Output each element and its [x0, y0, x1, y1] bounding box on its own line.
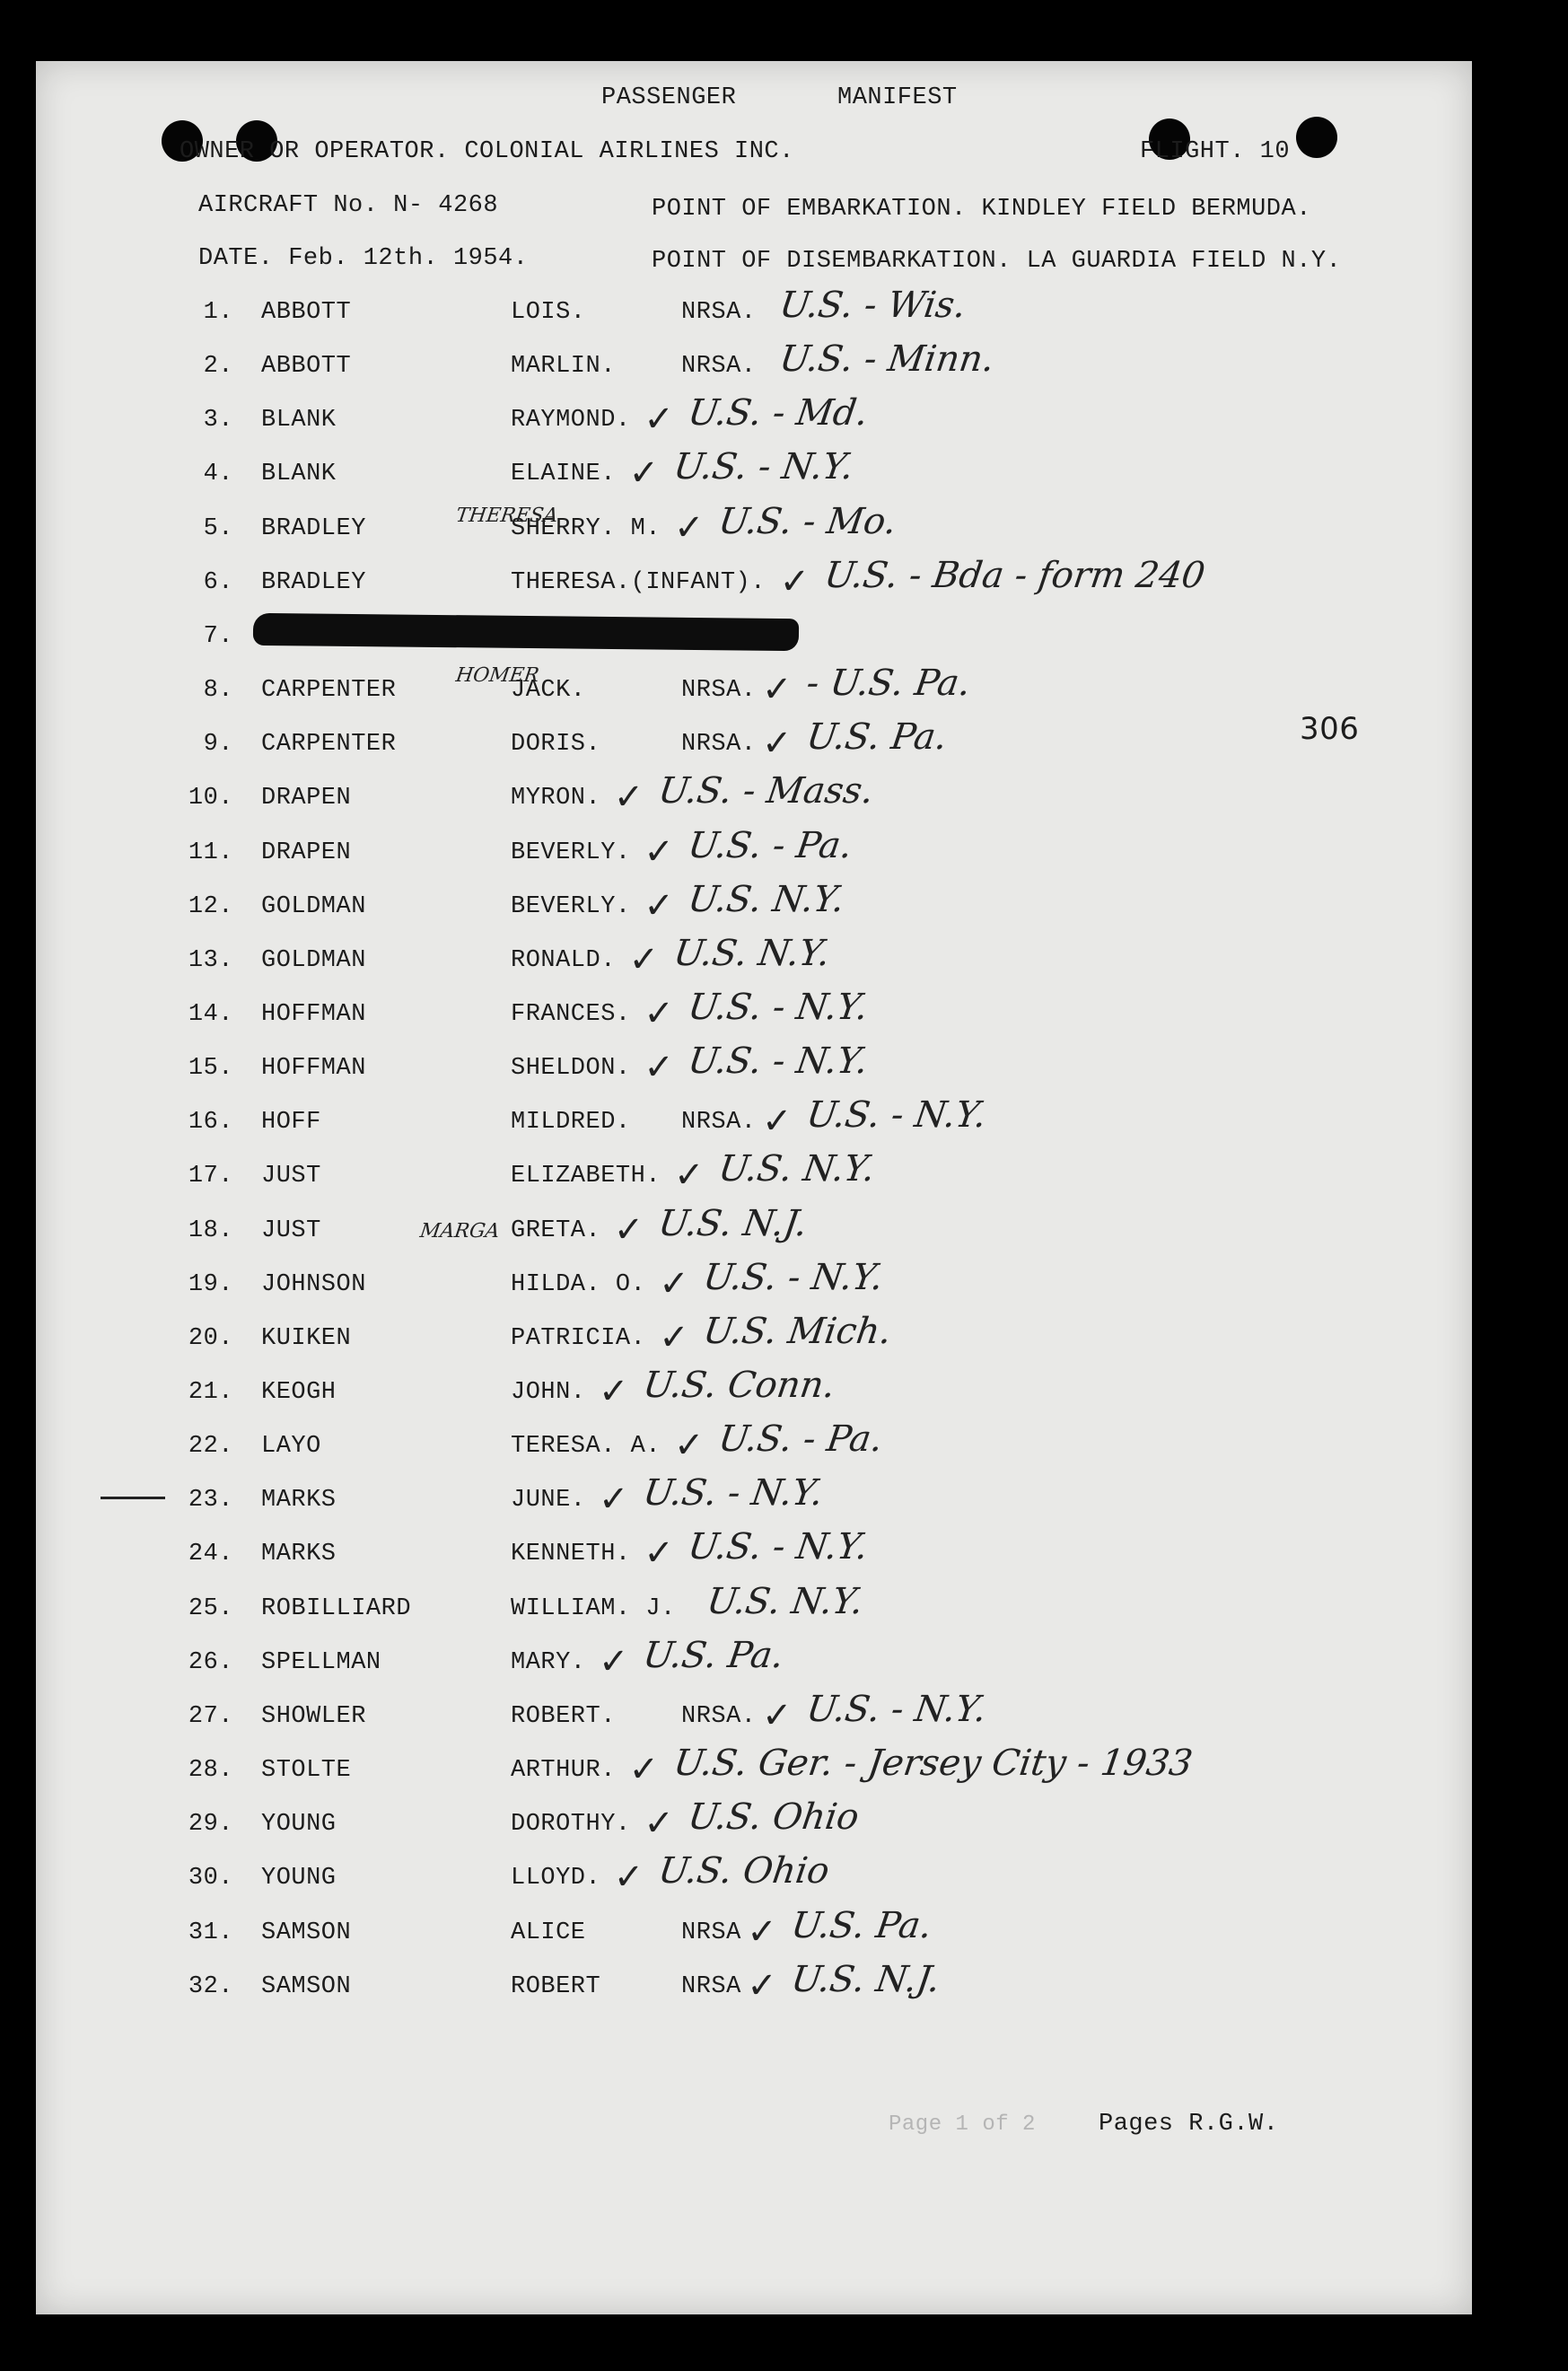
passenger-given-name: ELAINE. — [511, 461, 616, 487]
handwritten-annotation: MARGA — [418, 1220, 502, 1243]
passenger-surname: SAMSON — [261, 1919, 352, 1946]
handwritten-nationality-note: U.S. - Pa. — [715, 1418, 886, 1460]
handwritten-nationality-note: U.S. - N.Y. — [640, 1472, 826, 1514]
row-number: 16. — [188, 1109, 233, 1136]
row-number: 20. — [188, 1325, 233, 1352]
handwritten-annotation: HOMER — [454, 664, 541, 687]
passenger-surname: MARKS — [261, 1487, 337, 1514]
passenger-surname: DRAPEN — [261, 785, 352, 812]
point-of-disembarkation: POINT OF DISEMBARKATION. LA GUARDIA FIELD N.Y. — [652, 248, 1342, 275]
checkmark-icon: ✓ — [613, 1209, 644, 1251]
row-number: 3. — [203, 407, 233, 434]
handwritten-nationality-note: U.S. - Mo. — [715, 501, 899, 542]
passenger-status: NRSA. — [681, 1109, 757, 1136]
checkmark-icon: ✓ — [599, 1641, 629, 1682]
passenger-given-name: ROBERT. — [511, 1703, 616, 1730]
passenger-given-name: DOROTHY. — [511, 1811, 631, 1838]
passenger-status: NRSA. — [681, 353, 757, 380]
passenger-surname: JOHNSON — [261, 1271, 366, 1298]
passenger-surname: GOLDMAN — [261, 947, 366, 974]
aircraft-number: AIRCRAFT No. N- 4268 — [198, 192, 499, 219]
row-number: 14. — [188, 1001, 233, 1028]
handwritten-nationality-note: U.S. - N.Y. — [686, 1041, 872, 1082]
passenger-surname: MARKS — [261, 1541, 337, 1567]
checkmark-icon: ✓ — [644, 1532, 674, 1574]
passenger-surname: ABBOTT — [261, 353, 352, 380]
passenger-surname: DRAPEN — [261, 839, 352, 866]
manifest-sheet — [36, 61, 1472, 2314]
handwritten-nationality-note: U.S. Ohio — [655, 1850, 832, 1892]
checkmark-icon: ✓ — [628, 452, 660, 494]
passenger-given-name: ELIZABETH. — [511, 1163, 661, 1190]
handwritten-nationality-note: U.S. - Minn. — [776, 338, 997, 380]
passenger-status: NRSA. — [681, 677, 757, 704]
footer-pages: Pages R.G.W. — [1099, 2111, 1279, 2138]
checkmark-icon: ✓ — [659, 1317, 689, 1358]
row-number: 24. — [188, 1541, 233, 1567]
passenger-given-name: LLOYD. — [511, 1865, 601, 1892]
row-number: 2. — [203, 353, 233, 380]
footer-faded-text: Page 1 of 2 — [889, 2112, 1036, 2137]
row-number: 26. — [188, 1649, 233, 1676]
handwritten-nationality-note: U.S. Ger. - Jersey City - 1933 — [670, 1743, 1196, 1784]
passenger-given-name: KENNETH. — [511, 1541, 631, 1567]
passenger-status: NRSA — [681, 1919, 741, 1946]
handwritten-nationality-note: U.S. Pa. — [788, 1905, 935, 1946]
row-number: 32. — [188, 1973, 233, 2000]
passenger-given-name: MARLIN. — [511, 353, 616, 380]
passenger-given-name: MARY. — [511, 1649, 586, 1676]
checkmark-icon: ✓ — [599, 1371, 629, 1412]
row-number: 8. — [203, 677, 233, 704]
row-number: 4. — [203, 461, 233, 487]
checkmark-icon: ✓ — [644, 1047, 674, 1088]
passenger-surname: ABBOTT — [261, 299, 352, 326]
passenger-given-name: JUNE. — [511, 1487, 586, 1514]
handwritten-nationality-note: U.S. - Mass. — [655, 770, 876, 812]
row-number: 31. — [188, 1919, 233, 1946]
checkmark-icon: ✓ — [747, 1911, 777, 1953]
handwritten-nationality-note: U.S. Pa. — [640, 1635, 787, 1676]
passenger-surname: KUIKEN — [261, 1325, 352, 1352]
passenger-status: NRSA. — [681, 1703, 757, 1730]
handwritten-nationality-note: U.S. N.J. — [655, 1203, 810, 1244]
passenger-given-name: SHERRY. M. — [511, 515, 661, 542]
page-number: 306 — [1300, 711, 1360, 747]
checkmark-icon: ✓ — [762, 1695, 793, 1736]
passenger-surname: BLANK — [261, 407, 337, 434]
handwritten-nationality-note: U.S. Pa. — [803, 716, 950, 758]
checkmark-icon: ✓ — [628, 939, 660, 980]
passenger-given-name: HILDA. O. — [511, 1271, 646, 1298]
checkmark-icon: ✓ — [779, 561, 810, 602]
passenger-given-name: BEVERLY. — [511, 893, 631, 920]
passenger-given-name: JOHN. — [511, 1379, 586, 1406]
row-number: 17. — [188, 1163, 233, 1190]
row-number: 28. — [188, 1757, 233, 1784]
passenger-surname: JUST — [261, 1163, 321, 1190]
checkmark-icon: ✓ — [762, 669, 793, 710]
checkmark-icon: ✓ — [674, 507, 705, 549]
row-number: 5. — [203, 515, 233, 542]
checkmark-icon: ✓ — [644, 1803, 674, 1844]
row-number: 13. — [188, 947, 233, 974]
handwritten-nationality-note: U.S. N.Y. — [670, 933, 833, 974]
handwritten-nationality-note: U.S. N.J. — [788, 1959, 943, 2000]
row-number: 7. — [203, 623, 233, 650]
passenger-given-name: RONALD. — [511, 947, 616, 974]
handwritten-nationality-note: U.S. - N.Y. — [700, 1257, 886, 1298]
handwritten-nationality-note: U.S. N.Y. — [704, 1581, 866, 1622]
row-number: 22. — [188, 1433, 233, 1460]
passenger-status: NRSA — [681, 1973, 741, 2000]
row-number: 12. — [188, 893, 233, 920]
passenger-given-name: DORIS. — [511, 731, 601, 758]
handwritten-nationality-note: U.S. Ohio — [686, 1796, 863, 1838]
handwritten-nationality-note: U.S. N.Y. — [686, 879, 847, 920]
passenger-surname: HOFF — [261, 1109, 321, 1136]
handwritten-nationality-note: - U.S. Pa. — [803, 663, 974, 704]
passenger-given-name: LOIS. — [511, 299, 586, 326]
point-of-embarkation: POINT OF EMBARKATION. KINDLEY FIELD BERMUDA. — [652, 196, 1311, 223]
checkmark-icon: ✓ — [644, 399, 674, 440]
passenger-surname: CARPENTER — [261, 731, 397, 758]
passenger-surname: YOUNG — [261, 1865, 337, 1892]
passenger-given-name: PATRICIA. — [511, 1325, 646, 1352]
passenger-given-name: SHELDON. — [511, 1055, 631, 1082]
redaction-bar — [253, 613, 799, 651]
passenger-surname: JUST — [261, 1217, 321, 1244]
row-number: 27. — [188, 1703, 233, 1730]
handwritten-nationality-note: U.S. Conn. — [640, 1365, 838, 1406]
passenger-surname: BRADLEY — [261, 569, 366, 596]
passenger-given-name: MILDRED. — [511, 1109, 631, 1136]
row-number: 10. — [188, 785, 233, 812]
manifest-date: DATE. Feb. 12th. 1954. — [198, 245, 529, 272]
checkmark-icon: ✓ — [762, 1101, 793, 1142]
passenger-surname: LAYO — [261, 1433, 321, 1460]
passenger-surname: SHOWLER — [261, 1703, 366, 1730]
row-number: 21. — [188, 1379, 233, 1406]
title-manifest: MANIFEST — [837, 84, 958, 111]
passenger-given-name: ALICE — [511, 1919, 586, 1946]
checkmark-icon: ✓ — [644, 993, 674, 1034]
margin-mark — [101, 1497, 165, 1499]
flight-number: FLIGHT. 10 — [1140, 138, 1291, 165]
passenger-surname: SPELLMAN — [261, 1649, 381, 1676]
row-number: 30. — [188, 1865, 233, 1892]
handwritten-nationality-note: U.S. N.Y. — [715, 1148, 878, 1190]
handwritten-nationality-note: U.S. Mich. — [700, 1311, 895, 1352]
checkmark-icon: ✓ — [674, 1155, 705, 1196]
row-number: 6. — [203, 569, 233, 596]
passenger-surname: STOLTE — [261, 1757, 352, 1784]
passenger-given-name: RAYMOND. — [511, 407, 631, 434]
checkmark-icon: ✓ — [613, 1857, 644, 1898]
handwritten-nationality-note: U.S. - Bda - form 240 — [821, 555, 1208, 596]
handwritten-nationality-note: U.S. - Wis. — [776, 285, 969, 326]
passenger-surname: HOFFMAN — [261, 1055, 366, 1082]
passenger-given-name: FRANCES. — [511, 1001, 631, 1028]
passenger-given-name: THERESA.(INFANT). — [511, 569, 766, 596]
passenger-given-name: ARTHUR. — [511, 1757, 616, 1784]
handwritten-nationality-note: U.S. - N.Y. — [686, 987, 872, 1028]
passenger-surname: ROBILLIARD — [261, 1595, 412, 1622]
checkmark-icon: ✓ — [644, 831, 674, 873]
row-number: 9. — [203, 731, 233, 758]
passenger-given-name: GRETA. — [511, 1217, 601, 1244]
passenger-given-name: TERESA. A. — [511, 1433, 661, 1460]
passenger-surname: YOUNG — [261, 1811, 337, 1838]
handwritten-nationality-note: U.S. - N.Y. — [803, 1094, 989, 1136]
row-number: 11. — [188, 839, 233, 866]
checkmark-icon: ✓ — [613, 777, 644, 818]
checkmark-icon: ✓ — [628, 1749, 660, 1790]
title-passenger: PASSENGER — [601, 84, 737, 111]
passenger-status: NRSA. — [681, 731, 757, 758]
passenger-surname: GOLDMAN — [261, 893, 366, 920]
passenger-given-name: JACK. — [511, 677, 586, 704]
row-number: 15. — [188, 1055, 233, 1082]
handwritten-nationality-note: U.S. - Pa. — [686, 825, 855, 866]
passenger-given-name: WILLIAM. J. — [511, 1595, 676, 1622]
punch-hole — [1296, 117, 1337, 158]
passenger-given-name: BEVERLY. — [511, 839, 631, 866]
checkmark-icon: ✓ — [659, 1263, 689, 1304]
passenger-surname: BRADLEY — [261, 515, 366, 542]
row-number: 29. — [188, 1811, 233, 1838]
passenger-surname: KEOGH — [261, 1379, 337, 1406]
passenger-surname: BLANK — [261, 461, 337, 487]
row-number: 25. — [188, 1595, 233, 1622]
handwritten-annotation: THERESA — [454, 505, 560, 527]
passenger-given-name: ROBERT — [511, 1973, 601, 2000]
passenger-surname: CARPENTER — [261, 677, 397, 704]
checkmark-icon: ✓ — [762, 723, 793, 764]
checkmark-icon: ✓ — [644, 885, 674, 926]
checkmark-icon: ✓ — [599, 1479, 629, 1520]
handwritten-nationality-note: U.S. - Md. — [686, 392, 872, 434]
handwritten-nationality-note: U.S. - N.Y. — [670, 446, 856, 487]
row-number: 1. — [203, 299, 233, 326]
passenger-surname: SAMSON — [261, 1973, 352, 2000]
passenger-surname: HOFFMAN — [261, 1001, 366, 1028]
checkmark-icon: ✓ — [674, 1425, 705, 1466]
handwritten-nationality-note: U.S. - N.Y. — [803, 1689, 989, 1730]
handwritten-nationality-note: U.S. - N.Y. — [686, 1526, 872, 1567]
row-number: 19. — [188, 1271, 233, 1298]
row-number: 23. — [188, 1487, 233, 1514]
checkmark-icon: ✓ — [747, 1965, 777, 2007]
owner-operator: OWNER OR OPERATOR. COLONIAL AIRLINES INC. — [180, 138, 794, 165]
passenger-status: NRSA. — [681, 299, 757, 326]
row-number: 18. — [188, 1217, 233, 1244]
passenger-given-name: MYRON. — [511, 785, 601, 812]
